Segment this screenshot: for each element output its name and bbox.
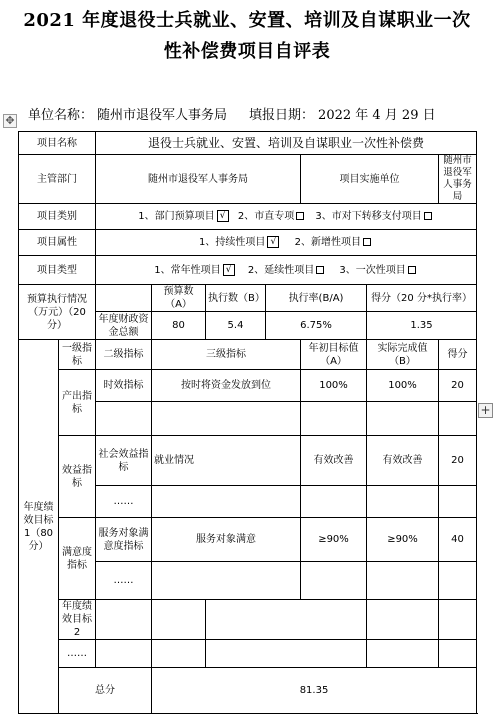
attr-options (96, 230, 477, 256)
type-checkbox3[interactable] (408, 266, 416, 274)
empty-cell (367, 402, 439, 436)
category-checkbox1[interactable]: √ (217, 210, 229, 222)
empty-cell (439, 486, 477, 518)
empty-cell (152, 402, 301, 436)
sat-l3: 服务对象满意 (152, 518, 301, 562)
date-label: 填报日期： (249, 108, 315, 123)
empty-cell (367, 640, 439, 668)
type-checkbox1[interactable]: √ (223, 264, 235, 276)
budget-corner (96, 285, 152, 312)
category-options (96, 204, 477, 230)
empty-cell (152, 486, 301, 518)
type-opt3: 3、一次性项目 (339, 264, 406, 276)
dept-label: 主管部门 (19, 155, 96, 204)
perf-section2-label: 年度绩效目标 2 (59, 600, 96, 640)
empty-cell (439, 562, 477, 600)
unit-label: 单位名称： (28, 108, 94, 123)
type-opt2: 2、延续性项目 (247, 264, 315, 276)
h-level1: 一级指标 (59, 340, 96, 370)
empty-cell (96, 600, 152, 640)
empty-cell (439, 402, 477, 436)
output-label: 产出指标 (59, 370, 96, 436)
empty-cell (301, 486, 367, 518)
sat-actual: ≥90% (367, 518, 439, 562)
sat-l2: 服务对象满意度指标 (96, 518, 152, 562)
empty-cell (206, 640, 367, 668)
dept-value: 随州市退役军人事务局 (96, 155, 301, 204)
project-name-label: 项目名称 (19, 132, 96, 155)
output-score: 20 (439, 370, 477, 402)
budget-col-a: 预算数（A） (152, 285, 206, 312)
sat-target: ≥90% (301, 518, 367, 562)
meta-line (28, 104, 440, 123)
budget-col-b: 执行数（B） (206, 285, 266, 312)
empty-cell (301, 562, 367, 600)
sat-label: 满意度指标 (59, 518, 96, 600)
benefit-more: …… (96, 486, 152, 518)
empty-cell (439, 640, 477, 668)
evaluation-table (18, 131, 477, 714)
benefit-target: 有效改善 (301, 436, 367, 486)
page-title-line2: 性补偿费项目自评表 (163, 41, 331, 62)
empty-cell (367, 600, 439, 640)
score-value: 1.35 (367, 312, 477, 340)
h-actual: 实际完成值（B） (367, 340, 439, 370)
benefit-label: 效益指标 (59, 436, 96, 518)
budget-label: 预算执行情况（万元）（20 分） (19, 285, 96, 340)
ellipsis-row-label: …… (59, 640, 96, 668)
category-checkbox3[interactable] (424, 212, 432, 220)
empty-cell (301, 402, 367, 436)
impl-value: 随州市退役军人事务局 (439, 155, 477, 204)
h-score: 得分 (439, 340, 477, 370)
empty-cell (96, 402, 152, 436)
benefit-score: 20 (439, 436, 477, 486)
attr-label: 项目属性 (19, 230, 96, 256)
add-column-icon[interactable]: + (478, 403, 493, 418)
rate-value: 6.75% (266, 312, 367, 340)
type-label: 项目类型 (19, 256, 96, 285)
attr-opt2: 2、新增性项目 (294, 237, 361, 248)
empty-cell (367, 562, 439, 600)
empty-cell (96, 640, 152, 668)
type-checkbox2[interactable] (316, 266, 324, 274)
budget-value: 80 (152, 312, 206, 340)
output-l2: 时效指标 (96, 370, 152, 402)
page-title-line1: 2021 年度退役士兵就业、安置、培训及自谋职业一次 (23, 10, 471, 31)
project-name-value: 退役士兵就业、安置、培训及自谋职业一次性补偿费 (96, 132, 477, 155)
type-options (96, 256, 477, 285)
type-opt1: 1、常年性项目 (154, 264, 221, 276)
table-move-handle-icon[interactable]: ✥ (3, 114, 17, 128)
total-value: 81.35 (152, 668, 477, 714)
perf-section1-label: 年度绩效目标 1（80 分） (19, 340, 59, 714)
impl-label: 项目实施单位 (301, 155, 439, 204)
date-value: 2022 年 4 月 29 日 (318, 108, 436, 123)
benefit-l3: 就业情况 (152, 436, 301, 486)
empty-cell (152, 640, 206, 668)
empty-cell (152, 562, 301, 600)
benefit-l2: 社会效益指标 (96, 436, 152, 486)
category-label: 项目类别 (19, 204, 96, 230)
budget-row-label: 年度财政资金总额 (96, 312, 152, 340)
empty-cell (439, 600, 477, 640)
h-target: 年初目标值（A） (301, 340, 367, 370)
budget-col-score: 得分（20 分*执行率） (367, 285, 477, 312)
category-opt3: 3、市对下转移支付项目 (315, 211, 422, 222)
attr-opt1: 1、持续性项目 (199, 237, 266, 248)
category-opt1: 1、部门预算项目 (138, 211, 215, 222)
budget-col-rate: 执行率(B/A) (266, 285, 367, 312)
sat-score: 40 (439, 518, 477, 562)
h-level2: 二级指标 (96, 340, 152, 370)
category-checkbox2[interactable] (296, 212, 304, 220)
attr-checkbox2[interactable] (363, 238, 371, 246)
h-level3: 三级指标 (152, 340, 301, 370)
exec-value: 5.4 (206, 312, 266, 340)
benefit-actual: 有效改善 (367, 436, 439, 486)
unit-value: 随州市退役军人事务局 (97, 108, 228, 123)
output-target: 100% (301, 370, 367, 402)
sat-more: …… (96, 562, 152, 600)
empty-cell (367, 486, 439, 518)
output-l3: 按时将资金发放到位 (152, 370, 301, 402)
attr-checkbox1[interactable]: √ (267, 236, 279, 248)
category-opt2: 2、市直专项 (237, 211, 295, 222)
empty-cell (206, 600, 367, 640)
empty-cell (152, 600, 206, 640)
output-actual: 100% (367, 370, 439, 402)
total-label: 总分 (59, 668, 152, 714)
